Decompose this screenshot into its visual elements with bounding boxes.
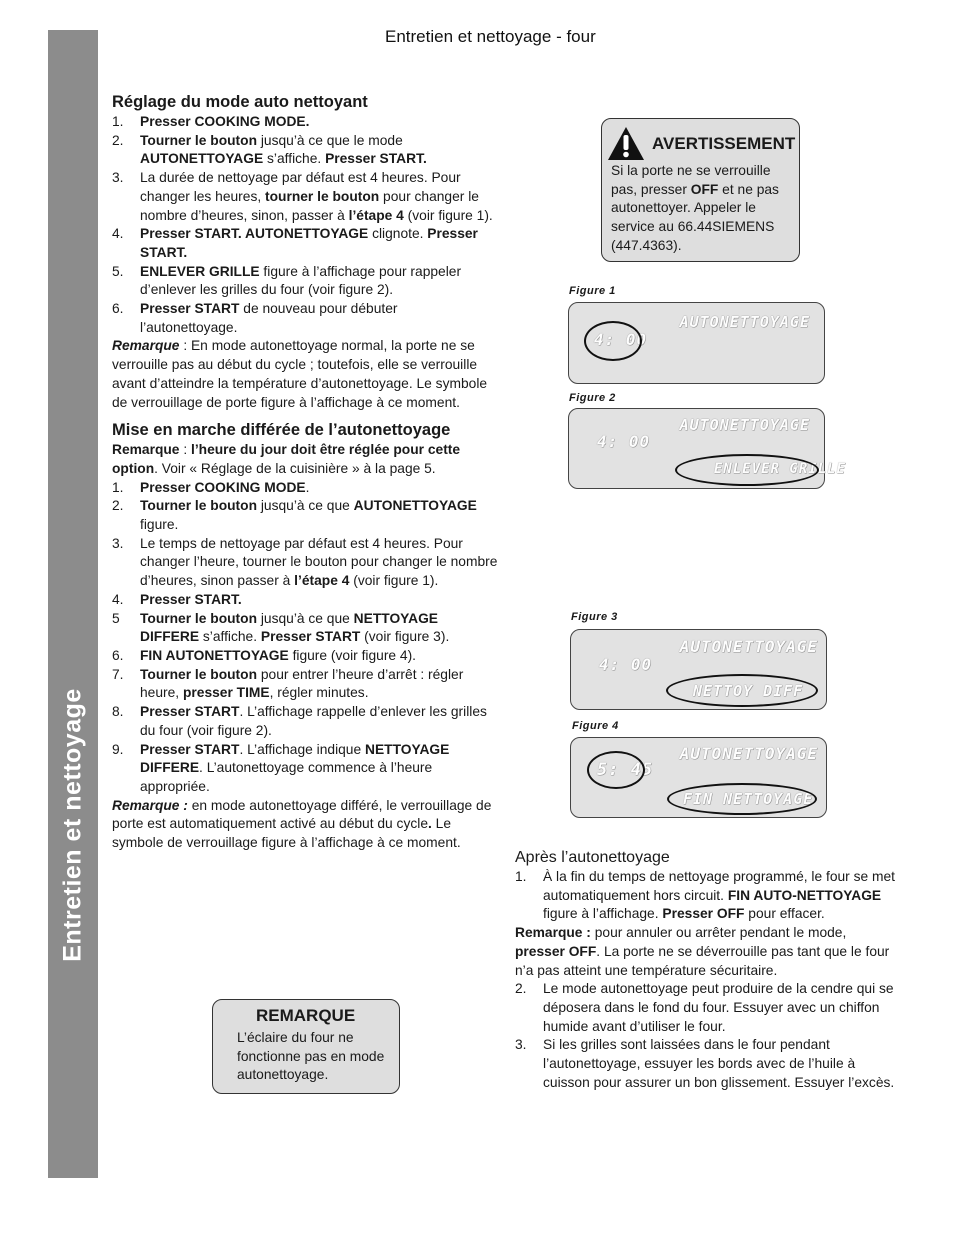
right-column [515,847,899,1092]
display-time: 4: 00 [599,655,653,674]
section-title-delayed-clean: Mise en marche différée de l’autonettoyage [112,421,451,440]
list-item: 3. Le temps de nettoyage par défaut est 4 heures. Pour changer l’heure, tourner le bouton pour changer le nombre d’heures, sinon passer à l’étape 4 (voir figure 1). [112,535,498,589]
list-item: 8. Presser START. L’affichage rappelle d’enlever les grilles du four (voir figure 2). [112,704,487,738]
delayed-clean-intro: Remarque : l’heure du jour doit être réglée pour cette option. Voir « Réglage de la cuisinière » à la page 5. [112,442,461,476]
highlight-oval [675,454,819,486]
list-item: 5. ENLEVER GRILLE figure à l’affichage pour rappeler d’enlever les grilles du four (voir figure 2). [112,263,462,298]
figure-1-label: Figure 1 [569,285,616,297]
highlight-oval [667,783,817,815]
warning-title: AVERTISSEMENT [652,134,796,153]
sidebar-title: Entretien et nettoyage [58,688,87,962]
list-item: 2. Tourner le bouton jusqu’à ce que AUTONETTOYAGE figure. [112,498,477,533]
list-item: 1. Presser COOKING MODE. [112,479,310,495]
highlight-oval [584,321,642,361]
section-title-after-clean: Après l’autonettoyage [515,849,670,866]
left-column [112,92,498,853]
page-title: Entretien et nettoyage - four [385,27,596,46]
highlight-oval [587,751,645,789]
list-item: 3. La durée de nettoyage par défaut est 4 heures. Pour changer les heures, tourner le bouton pour changer le nombre d’heures, sinon, passer à l’étape 4 (voir figure 1). [112,170,493,223]
list-item: 6. Presser START de nouveau pour débuter l’autonettoyage. [112,301,398,335]
after-clean-remark: Remarque : pour annuler ou arrêter pendant le mode, presser OFF. La porte ne se déverrouille pas tant que le four n’a pas atteint une température sécuritaire. [515,925,890,978]
list-item: 2. Tourner le bouton jusqu’à ce que le mode AUTONETTOYAGE s’affiche. Presser START. [112,132,427,167]
list-item: 4. Presser START. AUTONETTOYAGE clignote. Presser START. [112,226,478,260]
display-top-text: AUTONETTOYAGE [679,637,818,656]
section-title-self-clean: Réglage du mode auto nettoyant [112,93,368,111]
note-title: REMARQUE [256,1006,356,1025]
display-bottom-text: NETTOY DIFF [693,682,804,700]
display-top-text: AUTONETTOYAGE [679,416,810,434]
after-clean-steps [515,868,899,924]
list-item: 3. Si les grilles sont laissées dans le four pendant l’autonettoyage, essuyer les bords avec de l’huile à cuisson pour assurer un bon glissement. Essuyer l’excès. [515,1037,895,1090]
display-top-text: AUTONETTOYAGE [679,744,818,763]
warning-text: Si la porte ne se verrouille pas, presser OFF et ne pas autonettoyer. Appeler le service au 66.44SIEMENS (447.4363). [611,163,779,253]
figure-3-display [570,629,827,710]
list-item: 2. Le mode autonettoyage peut produire de la cendre qui se déposera dans le fond du four. Essuyer avec un chiffon humide avant d’utiliser le four. [515,981,894,1034]
after-clean-steps-continued [515,980,899,1092]
figure-2-label: Figure 2 [569,392,616,404]
list-item: 6. FIN AUTONETTOYAGE figure (voir figure 4). [112,647,417,663]
display-time: 4: 00 [597,432,651,451]
highlight-oval [666,674,818,707]
warning-box [601,118,800,262]
note-box [212,999,400,1094]
display-bottom-text: ENLEVER GRILLE [714,461,847,477]
display-time: 5: 45 [597,760,654,780]
list-item: 1. À la fin du temps de nettoyage programmé, le four se met automatiquement hors circuit. FIN AUTO-NETTOYAGE figure à l’affichage. Presser OFF pour effacer. [515,869,896,922]
self-clean-steps [112,113,498,337]
figure-4-display [570,737,827,818]
list-item: 4. Presser START. [112,591,242,607]
display-top-text: AUTONETTOYAGE [679,313,810,331]
delayed-clean-remark: Remarque : en mode autonettoyage différé, le verrouillage de porte est automatiquement activé au début du cycle. Le symbole de verrouillage figure à l’affichage à ce moment. [112,797,492,851]
figure-2-display [568,408,847,489]
figure-1-display [568,302,825,384]
display-bottom-text: FIN NETTOYAGE [683,790,814,808]
sidebar-band [48,30,98,1178]
list-item: 1. Presser COOKING MODE. [112,114,310,129]
warning-icon [606,125,646,162]
list-item: 9. Presser START. L’affichage indique NETTOYAGE DIFFERE. L’autonettoyage commence à l’heure appropriée. [112,741,450,794]
figure-4-label: Figure 4 [572,720,619,732]
delayed-clean-steps [112,479,498,797]
figure-3-label: Figure 3 [571,611,618,623]
self-clean-remark: Remarque : En mode autonettoyage normal, la porte ne se verrouille pas au début du cycle ; toutefois, elle se verrouille avant d’atteindre la température d’autonettoyage. Le symbole de verrouillage de porte figure à l’affichage à ce moment. [112,338,488,410]
list-item: 5 Tourner le bouton jusqu’à ce que NETTOYAGE DIFFERE s’affiche. Presser START (voir figure 3). [112,610,450,645]
note-text: L’éclaire du four ne fonctionne pas en mode autonettoyage. [237,1030,385,1083]
display-time: 4: 00 [594,330,648,349]
list-item: 7. Tourner le bouton pour entrer l’heure d’arrêt : régler heure, presser TIME, régler minutes. [112,666,464,701]
